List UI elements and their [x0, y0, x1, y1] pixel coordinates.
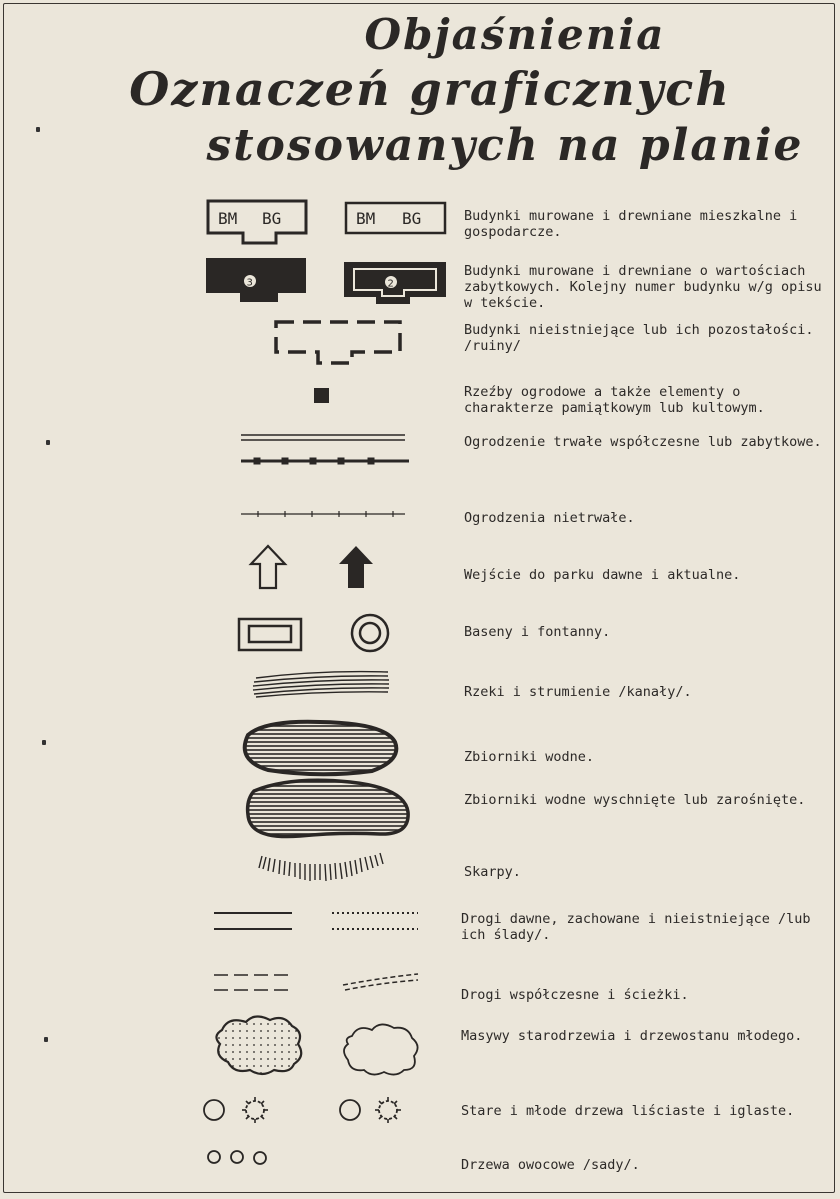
legend-text-permanent-fence: Ogrodzenie trwałe współczesne lub zabytkowe. — [464, 434, 822, 450]
dry-reservoir-symbol — [248, 780, 409, 836]
young-tree-mass-symbol — [344, 1024, 418, 1074]
fountain-symbol — [352, 615, 388, 651]
old-tree-mass-symbol — [216, 1016, 301, 1074]
legend-text-pools: Baseny i fontanny. — [464, 624, 611, 640]
reservoir-symbol — [245, 722, 397, 775]
historic-number-b: 2 — [387, 278, 394, 290]
building-outline-symbol-a — [208, 201, 306, 243]
fruit-trees-symbol — [208, 1151, 266, 1164]
historic-building-symbol-b — [344, 262, 446, 304]
legend-text-old-roads: Drogi dawne, zachowane i nieistniejące /lub ich ślady/. — [461, 911, 811, 943]
legend-text-modern-roads: Drogi współczesne i ścieżki. — [461, 987, 689, 1003]
pool-symbol — [239, 619, 301, 650]
trees-symbol-group-b — [340, 1097, 401, 1123]
slope-symbol — [259, 853, 383, 881]
legend-text-slopes: Skarpy. — [464, 864, 521, 880]
legend-text-dry-reservoirs: Zbiorniki wodne wyschnięte lub zarośnięte. — [464, 792, 806, 808]
trees-symbol-group-a — [204, 1097, 268, 1123]
old-entrance-arrow-icon — [251, 546, 285, 588]
legend-text-temporary-fence: Ogrodzenia nietrwałe. — [464, 510, 635, 526]
building-code-right: BG — [262, 209, 282, 228]
legend-text-fruit-trees: Drzewa owocowe /sady/. — [461, 1157, 640, 1173]
legend-text-reservoirs: Zbiorniki wodne. — [464, 749, 595, 765]
old-roads-symbol — [214, 913, 418, 929]
legend-text-tree-masses: Masywy starodrzewia i drzewostanu młodego. — [461, 1028, 803, 1044]
legend-text-ruins: Budynki nieistniejące lub ich pozostałości. /ruiny/ — [464, 322, 814, 354]
ruins-symbol — [276, 322, 400, 363]
sculpture-symbol — [314, 388, 329, 403]
title-line-2: Oznaczeń graficznych — [129, 62, 731, 116]
legend-text-rivers: Rzeki i strumienie /kanały/. — [464, 684, 692, 700]
historic-building-symbol-a — [206, 258, 306, 302]
legend-text-historic-buildings: Budynki murowane i drewniane o wartościach zabytkowych. Kolejny numer budynku w/g opisu w tekście. — [464, 263, 822, 311]
permanent-fence-symbol — [241, 435, 409, 464]
legend-text-buildings: Budynki murowane i drewniane mieszkalne i gospodarcze. — [464, 208, 798, 240]
legend-text-sculptures: Rzeźby ogrodowe a także elementy o charakterze pamiątkowym lub kultowym. — [464, 384, 765, 416]
building-code-right: BG — [402, 209, 422, 228]
temporary-fence-symbol — [241, 511, 405, 517]
modern-roads-symbol — [214, 974, 418, 990]
building-code-left: BM — [218, 209, 238, 228]
building-code-left: BM — [356, 209, 376, 228]
title-line-3: stosowanych na planie — [206, 120, 804, 171]
legend-text-trees: Stare i młode drzewa liściaste i iglaste. — [461, 1103, 795, 1119]
building-outline-symbol-b — [346, 203, 445, 233]
river-symbol — [253, 672, 389, 697]
historic-number-a: 3 — [246, 277, 253, 289]
legend-text-entrance: Wejście do parku dawne i aktualne. — [464, 567, 741, 583]
current-entrance-arrow-icon — [339, 546, 373, 588]
title-line-1: Objaśnienia — [364, 10, 666, 59]
